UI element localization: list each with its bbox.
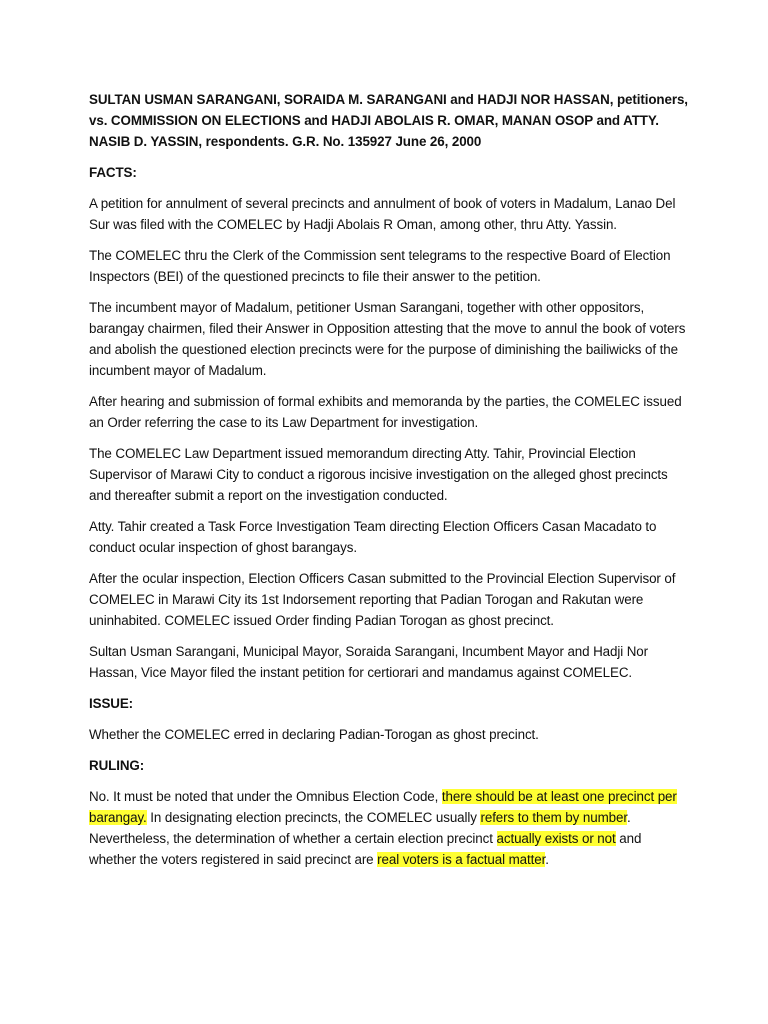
ruling-heading: RULING: — [89, 758, 145, 773]
facts-heading: FACTS: — [89, 165, 137, 180]
facts-paragraph: The COMELEC thru the Clerk of the Commission sent telegrams to the respective Board of Election Inspectors (BEI) of the questioned precincts to file their answer to the petition. — [89, 248, 671, 284]
issue-paragraph: Whether the COMELEC erred in declaring Padian-Torogan as ghost precinct. — [89, 727, 539, 742]
ruling-highlight: actually exists or not — [496, 831, 616, 846]
ruling-text: No. It must be noted that under the Omnibus Election Code, — [89, 789, 442, 804]
facts-paragraph: The COMELEC Law Department issued memorandum directing Atty. Tahir, Provincial Election Supervisor of Marawi City to conduct a rigorous incisive investigation on the alleged ghost precincts and thereafter submit a report on the investigation conducted. — [89, 446, 668, 503]
issue-heading: ISSUE: — [89, 696, 134, 711]
facts-paragraph: Sultan Usman Sarangani, Municipal Mayor, Soraida Sarangani, Incumbent Mayor and Hadji Nor Hassan, Vice Mayor filed the instant petition for certiorari and mandamus against COMELEC. — [89, 644, 649, 680]
facts-paragraph: After the ocular inspection, Election Officers Casan submitted to the Provincial Election Supervisor of COMELEC in Marawi City its 1st Indorsement reporting that Padian Torogan and Rakutan were uninhabited. COMELEC issued Order finding Padian Torogan as ghost precinct. — [89, 571, 676, 628]
ruling-text: . Nevertheless, the determination of whether a certain election precinct — [89, 810, 631, 846]
ruling-highlight: there should be at least one precinct per barangay. — [89, 789, 677, 825]
ruling-highlight: real voters is a factual matter — [377, 852, 546, 867]
ruling-highlight: refers to them by number — [480, 810, 627, 825]
ruling-text: . — [545, 852, 549, 867]
ruling-text: and whether the voters registered in said precinct are — [89, 831, 642, 867]
facts-paragraph: Atty. Tahir created a Task Force Investigation Team directing Election Officers Casan Macadato to conduct ocular inspection of ghost barangays. — [89, 519, 657, 555]
facts-paragraph: After hearing and submission of formal exhibits and memoranda by the parties, the COMELEC issued an Order referring the case to its Law Department for investigation. — [89, 394, 682, 430]
ruling-paragraph — [89, 786, 688, 870]
facts-paragraph: A petition for annulment of several precincts and annulment of book of voters in Madalum, Lanao Del Sur was filed with the COMELEC by Hadji Abolais R Oman, among other, thru Atty. Yassin. — [89, 196, 676, 232]
case-title: SULTAN USMAN SARANGANI, SORAIDA M. SARANGANI and HADJI NOR HASSAN, petitioners, vs. COMMISSION ON ELECTIONS and HADJI ABOLAIS R. OMAR, MANAN OSOP and ATTY. NASIB D. YASSIN, respondents. G.R. No. 135927 June 26, 2000 — [89, 92, 688, 149]
ruling-text: In designating election precincts, the COMELEC usually — [146, 810, 481, 825]
facts-paragraph: The incumbent mayor of Madalum, petitioner Usman Sarangani, together with other oppositors, barangay chairmen, filed their Answer in Opposition attesting that the move to annul the book of voters and abolish the questioned election precincts were for the purpose of diminishing the bailiwicks of the incumbent mayor of Madalum. — [89, 300, 686, 378]
